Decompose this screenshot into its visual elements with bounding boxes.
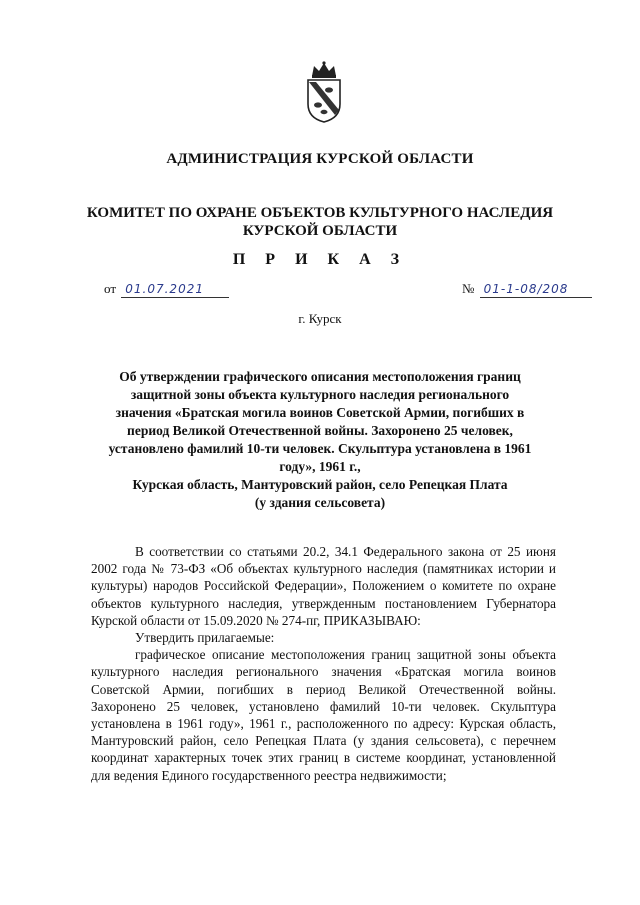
- order-date-prefix: от: [104, 281, 117, 296]
- order-title-line: году», 1961 г.,: [279, 459, 361, 474]
- order-title-line: Об утверждении графического описания местоположения границ: [119, 369, 521, 384]
- order-date: [104, 281, 229, 298]
- city-line: г. Курск: [298, 311, 342, 326]
- committee-heading-line1: КОМИТЕТ ПО ОХРАНЕ ОБЪЕКТОВ КУЛЬТУРНОГО НАСЛЕДИЯ: [86, 205, 554, 221]
- order-title-line: значения «Братская могила воинов Советской Армии, погибших в: [115, 405, 525, 420]
- order-title-line: установлено фамилий 10-ти человек. Скульптура установлена в 1961: [108, 441, 532, 456]
- order-title: [90, 368, 550, 512]
- order-title-line: (у здания сельсовета): [254, 495, 386, 510]
- order-title-line: Курская область, Мантуровский район, село Репецкая Плата: [132, 477, 508, 492]
- order-title-line: период Великой Отечественной войны. Захоронено 25 человек,: [127, 423, 513, 438]
- order-title-line: защитной зоны объекта культурного наследия регионального: [130, 387, 510, 402]
- description-paragraph: графическое описание местоположения границ защитной зоны объекта культурного наследия регионального значения «Братская могила воинов Советской Армии, погибших в период Великой Отечественной войны. Захоронено 25 человек, установлено фамилий 10-ти человек. Скульптура установлена в 1961 году», 1961 г., расположенного по адресу: Курская область, Мантуровский район, село Репецкая Плата (у здания сельсовета), с перечнем координат характерных точек этих границ в системе координат, установленной для ведения Единого государственного реестра недвижимости;: [91, 647, 556, 783]
- preamble-paragraph: В соответствии со статьями 20.2, 34.1 Федерального закона от 25 июня 2002 года № 73-ФЗ «Об объектах культурного наследия (памятниках истории и культуры) народов Российской Федерации», Положением о комитете по охране объектов культурного наследия, утвержденным постановлением Губернатора Курской области от 15.09.2020 № 274-пг, ПРИКАЗЫВАЮ:: [91, 544, 556, 628]
- order-number: [462, 281, 592, 298]
- committee-heading: [0, 204, 640, 240]
- order-number-value: 01-1-08/208: [480, 282, 592, 298]
- committee-heading-line2: КУРСКОЙ ОБЛАСТИ: [242, 223, 398, 239]
- kursk-coat-of-arms-emblem: [302, 60, 346, 124]
- order-date-value: 01.07.2021: [121, 282, 229, 298]
- document-type-heading: П Р И К А З: [232, 251, 408, 268]
- order-body: [91, 543, 556, 784]
- approve-paragraph: Утвердить прилагаемые:: [135, 630, 275, 646]
- administration-heading: АДМИНИСТРАЦИЯ КУРСКОЙ ОБЛАСТИ: [166, 151, 474, 167]
- order-number-prefix: №: [462, 281, 475, 296]
